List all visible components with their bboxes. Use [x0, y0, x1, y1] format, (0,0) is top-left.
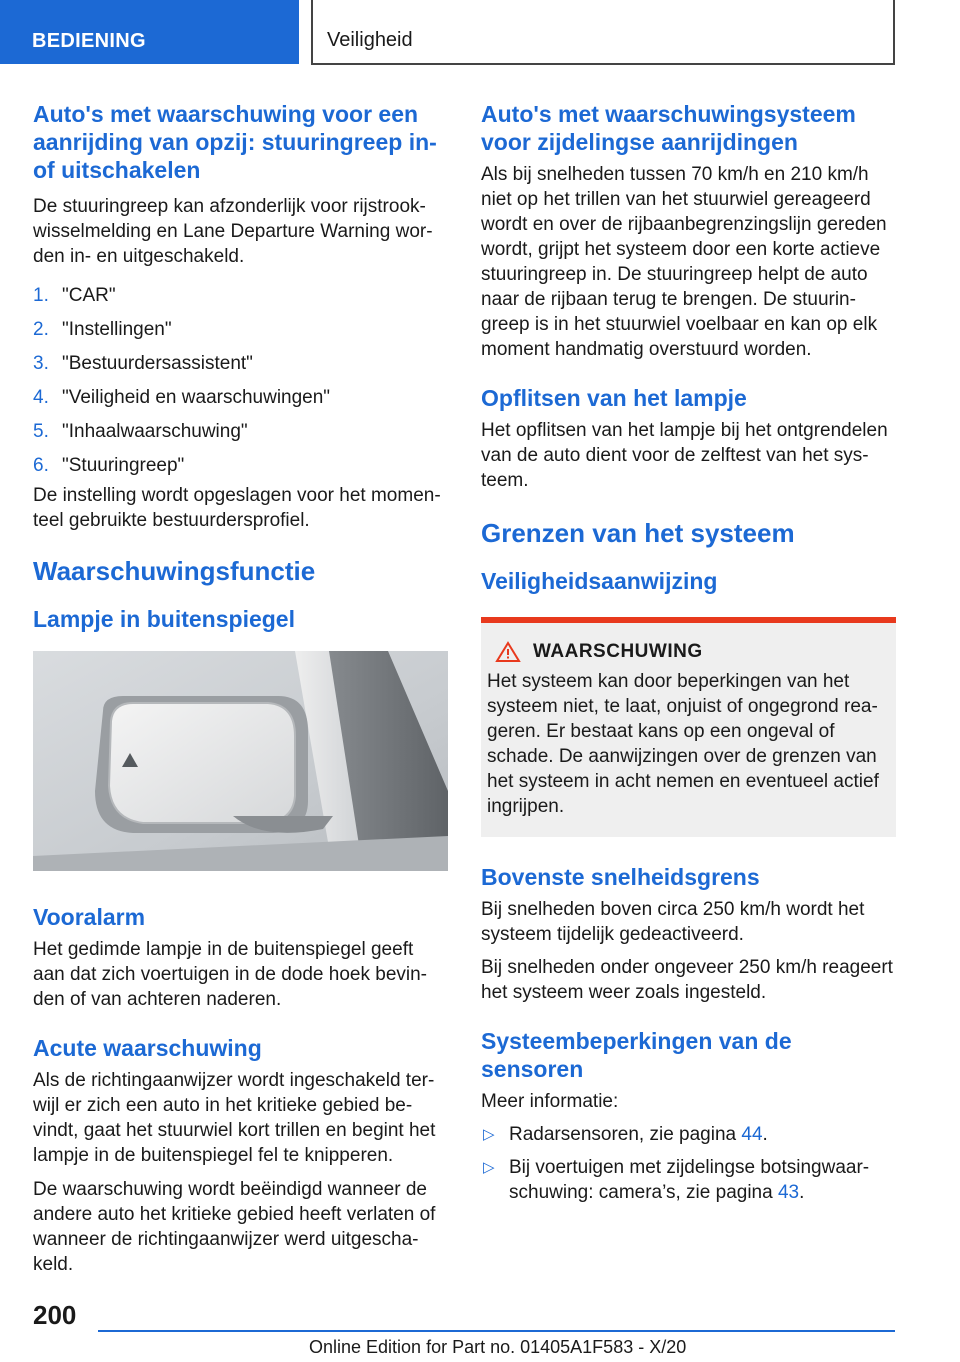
- more-info-label: Meer informatie:: [481, 1091, 619, 1112]
- speed-paragraph-2: Bij snelheden onder ongeveer 250 km/h reageert het systeem weer zoals ingesteld.: [481, 957, 893, 1003]
- intro-paragraph: De stuuringreep kan afzonderlijk voor rijstrook-wisselmelding en Lane Departure Warning wor-den in- en uitgeschakeld.: [33, 196, 433, 267]
- header-divider: [311, 0, 313, 64]
- page-number: 200: [33, 1300, 77, 1330]
- list-item: ▷ Radarsensoren, zie pagina 44.: [483, 1124, 768, 1145]
- heading-safety-note: Veiligheidsaanwijzing: [481, 568, 718, 594]
- arrow-bullet-icon: ▷: [483, 1159, 495, 1176]
- header-underline: [311, 63, 895, 65]
- warning-text: Het systeem kan door beperkingen van het systeem niet, te laat, onjuist of ongegrond rea-geren. Er bestaat kans op een ongeval of schade. De aanwijzingen over de grenzen van het systeem in acht nemen en eventueel actief ingrijpen.: [487, 671, 879, 817]
- page-link-43[interactable]: 43: [777, 1182, 800, 1203]
- arrow-bullet-icon: ▷: [483, 1126, 495, 1143]
- section-title: Veiligheid: [327, 29, 413, 51]
- acute-warning-paragraph: Als de richtingaanwijzer wordt ingeschakeld ter-wijl er zich een auto in het kritieke gebied be-vindt, gaat het stuurwiel kort trillen en begint het lampje in de buitenspiegel fel te knipperen.: [33, 1070, 436, 1166]
- heading-mirror-lamp: Lampje in buitenspiegel: [33, 606, 295, 632]
- heading-upper-speed-limit: Bovenste snelheidsgrens: [481, 864, 760, 890]
- chapter-tab-label: BEDIENING: [32, 30, 146, 52]
- heading-acute-warning: Acute waarschuwing: [33, 1035, 262, 1061]
- heading-system-limits: Grenzen van het systeem: [481, 518, 795, 548]
- heading-lamp-flash: Opflitsen van het lampje: [481, 385, 747, 411]
- list-item: 6. "Stuuringreep": [33, 455, 185, 476]
- lamp-flash-paragraph: Het opflitsen van het lampje bij het ontgrendelen van de auto dient voor de zelftest van het sys-teem.: [481, 420, 888, 491]
- warning-box: [481, 617, 896, 837]
- list-item: 1. "CAR": [33, 285, 116, 306]
- side-collision-paragraph: Als bij snelheden tussen 70 km/h en 210 km/h niet op het trillen van het stuurwiel gereageerd wordt en over de rijbaanbegrenzingslijn gereden wordt, grijpt het systeem door een korte actieve stuuringreep in. De stuuringreep helpt de auto naar de rijbaan terug te brengen. De stuurin-greep is in het stuurwiel voelbaar en kan op elk moment handmatig overstuurd worden.: [481, 164, 887, 360]
- chapter-tab: [0, 0, 299, 64]
- heading-steering-intervention: Auto's met waarschuwing voor een aanrijding van opzij: stuuringreep in- of uitschakelen: [33, 101, 437, 183]
- after-steps-paragraph: De instelling wordt opgeslagen voor het momen-teel gebruikte bestuurdersprofiel.: [33, 485, 441, 531]
- reference-list: [481, 1122, 896, 1205]
- list-item: ▷ Bij voertuigen met zijdelingse botsingwaar-schuwing: camera’s, zie pagina 43.: [483, 1157, 870, 1203]
- acute-warning-end-paragraph: De waarschuwing wordt beëindigd wanneer de andere auto het kritieke gebied heeft verlaten of wanneer de richtingaanwijzer werd uitgescha-keld.: [33, 1179, 436, 1275]
- heading-pre-alarm: Vooralarm: [33, 904, 146, 930]
- list-item: 2. "Instellingen": [33, 319, 172, 340]
- side-mirror-image: [33, 651, 448, 871]
- warning-label: WAARSCHUWING: [533, 641, 703, 662]
- warning-triangle-icon: [495, 641, 521, 663]
- left-column: [33, 100, 448, 1277]
- steps-list: [33, 283, 448, 478]
- heading-warning-function: Waarschuwingsfunctie: [33, 556, 316, 586]
- heading-sensor-limits: Systeembeperkingen van de sensoren: [481, 1028, 792, 1082]
- footer-rule: [98, 1330, 895, 1332]
- speed-paragraph-1: Bij snelheden boven circa 250 km/h wordt het systeem tijdelijk gedeactiveerd.: [481, 899, 865, 945]
- list-item: 3. "Bestuurdersassistent": [33, 353, 253, 374]
- heading-side-collision-system: Auto's met waarschuwingsysteem voor zijdelingse aanrijdingen: [481, 101, 856, 155]
- list-item: 4. "Veiligheid en waarschuwingen": [33, 387, 331, 408]
- list-item: 5. "Inhaalwaarschuwing": [33, 421, 248, 442]
- header-divider-right: [893, 0, 895, 64]
- right-column: [481, 100, 896, 1213]
- edition-note: Online Edition for Part no. 01405A1F583 - X/20: [309, 1337, 687, 1357]
- pre-alarm-paragraph: Het gedimde lampje in de buitenspiegel geeft aan dat zich voertuigen in de dode hoek bevin-den of van achteren naderen.: [33, 939, 427, 1010]
- page-link-44[interactable]: 44: [741, 1124, 763, 1145]
